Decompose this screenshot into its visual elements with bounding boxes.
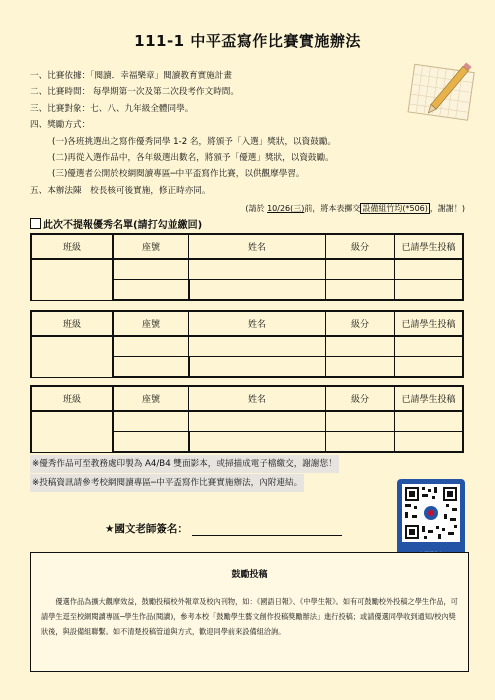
qr-code-icon (402, 484, 460, 542)
encourage-submission-box (30, 552, 469, 672)
rule-label: 四、獎勵方式： (30, 120, 91, 131)
submitted-cell[interactable] (395, 432, 464, 453)
header-name: 姓名 (189, 234, 326, 259)
rule-label: 一、比賽依據： (30, 71, 91, 81)
header-seat: 座號 (113, 311, 189, 336)
table-header-row (31, 234, 463, 259)
qr-pattern (402, 484, 460, 542)
rule-text: 「閱讀．幸福樂章」閱讀教育實施計畫 (90, 71, 232, 81)
name-cell[interactable] (189, 336, 326, 357)
seat-cell[interactable] (113, 336, 189, 357)
note-dept: 設備組竹均(*506) (362, 204, 428, 213)
submitted-cell[interactable] (395, 259, 464, 280)
submitted-cell[interactable] (395, 336, 464, 357)
grade-cell[interactable] (326, 432, 395, 453)
header-grade: 級分 (326, 386, 395, 411)
seat-cell[interactable] (113, 432, 189, 453)
seat-cell[interactable] (113, 280, 189, 301)
nomination-table (30, 310, 464, 378)
header-submitted: 已請學生投稿 (395, 386, 464, 411)
grade-cell[interactable] (326, 259, 395, 280)
name-cell[interactable] (189, 280, 326, 301)
table-row (31, 411, 463, 432)
rule-item (30, 84, 470, 100)
award-item: (一)各班挑選出之寫作優秀同學 1-2 名，將頒予「入選」獎狀，以資鼓勵。 (52, 136, 337, 147)
header-submitted: 已請學生投稿 (395, 234, 464, 259)
rule-label: 三、比賽對象： (30, 103, 91, 114)
nomination-table (30, 233, 464, 301)
optout-label: 此次不提報優秀名單(請打勾並繳回) (43, 220, 203, 231)
header-class: 班級 (31, 386, 113, 411)
name-cell[interactable] (189, 357, 326, 378)
header-class: 班級 (31, 234, 113, 259)
submission-note (245, 203, 465, 214)
note-mid: 前，將本表擲交 (304, 204, 361, 213)
note-prefix: (請於 (245, 204, 268, 213)
grade-cell[interactable] (326, 411, 395, 432)
teacher-signature (105, 521, 342, 536)
header-class: 班級 (31, 311, 113, 336)
note-suffix: ，謝謝！) (429, 204, 465, 213)
header-submitted: 已請學生投稿 (395, 311, 464, 336)
rules-section (30, 68, 470, 199)
header-grade: 級分 (326, 311, 395, 336)
class-cell[interactable] (31, 336, 113, 377)
class-cell[interactable] (31, 411, 113, 452)
submitted-cell[interactable] (395, 357, 464, 378)
signature-label: ★國文老師簽名： (105, 523, 188, 535)
rule-item: 五、本辦法陳 校長核可後實施，修正時亦同。 (30, 185, 211, 196)
rule-label: 二、比賽時間： (30, 87, 91, 98)
header-seat: 座號 (113, 234, 189, 259)
rule-item (30, 68, 470, 84)
footnote: ※投稿資訊請參考校網閱讀專區─中平盃寫作比賽實施辦法，內附連結。 (30, 474, 304, 492)
optout-row (30, 216, 202, 231)
page-title: 111-1 中平盃寫作比賽實施辦法 (134, 32, 361, 50)
header-grade: 級分 (326, 234, 395, 259)
submitted-cell[interactable] (395, 280, 464, 301)
table-row (31, 336, 463, 357)
name-cell[interactable] (189, 432, 326, 453)
header-name: 姓名 (189, 311, 326, 336)
note-date: 10/26(三) (267, 204, 305, 213)
footnotes (30, 455, 339, 493)
promo-title: 鼓勵投稿 (231, 570, 268, 580)
header-name: 姓名 (189, 386, 326, 411)
name-cell[interactable] (189, 411, 326, 432)
rule-item (30, 117, 470, 133)
table-header-row (31, 386, 463, 411)
grade-cell[interactable] (326, 357, 395, 378)
award-item: (二)再從入選作品中，各年級選出數名，將頒予「優選」獎狀，以資鼓勵。 (52, 153, 334, 164)
table-header-row (31, 311, 463, 336)
signature-line[interactable] (192, 525, 342, 536)
grade-cell[interactable] (326, 336, 395, 357)
award-item: (三)優選者公開於校網閱讀專區─中平盃寫作比賽，以供觀摩學習。 (52, 169, 305, 180)
nomination-table (30, 385, 464, 453)
submitted-cell[interactable] (395, 411, 464, 432)
table-row (31, 259, 463, 280)
promo-body: 優選作品為擴大觀摩效益，鼓勵投稿校外報章及校內刊物，如：《國語日報》、《中學生報》。如有可鼓勵校外投稿之學生作品，可請學生逕至校網閱讀專區─學生作品(閱讀)，參考本校「鼓勵學生藝文創作投稿獎勵辦法」進行投稿；或請優選同學收到通知/校內獎狀後，與設備組聯繫。如不清楚投稿管道與方式，歡迎同學前來設備組洽詢。 (41, 597, 458, 636)
qr-code[interactable] (397, 479, 465, 561)
rule-item (30, 101, 470, 117)
seat-cell[interactable] (113, 259, 189, 280)
rule-text: 七、八、九年級全體同學。 (90, 103, 194, 114)
grade-cell[interactable] (326, 280, 395, 301)
header-seat: 座號 (113, 386, 189, 411)
class-cell[interactable] (31, 259, 113, 300)
name-cell[interactable] (189, 259, 326, 280)
footnote: ※優秀作品可至教務處印製為 A4/B4 雙面影本，或掃描成電子檔繳交，謝謝您！ (30, 455, 339, 473)
seat-cell[interactable] (113, 411, 189, 432)
seat-cell[interactable] (113, 357, 189, 378)
rule-text: 每學期第一次及第二次段考作文時間。 (90, 87, 239, 98)
optout-checkbox[interactable] (30, 218, 41, 229)
